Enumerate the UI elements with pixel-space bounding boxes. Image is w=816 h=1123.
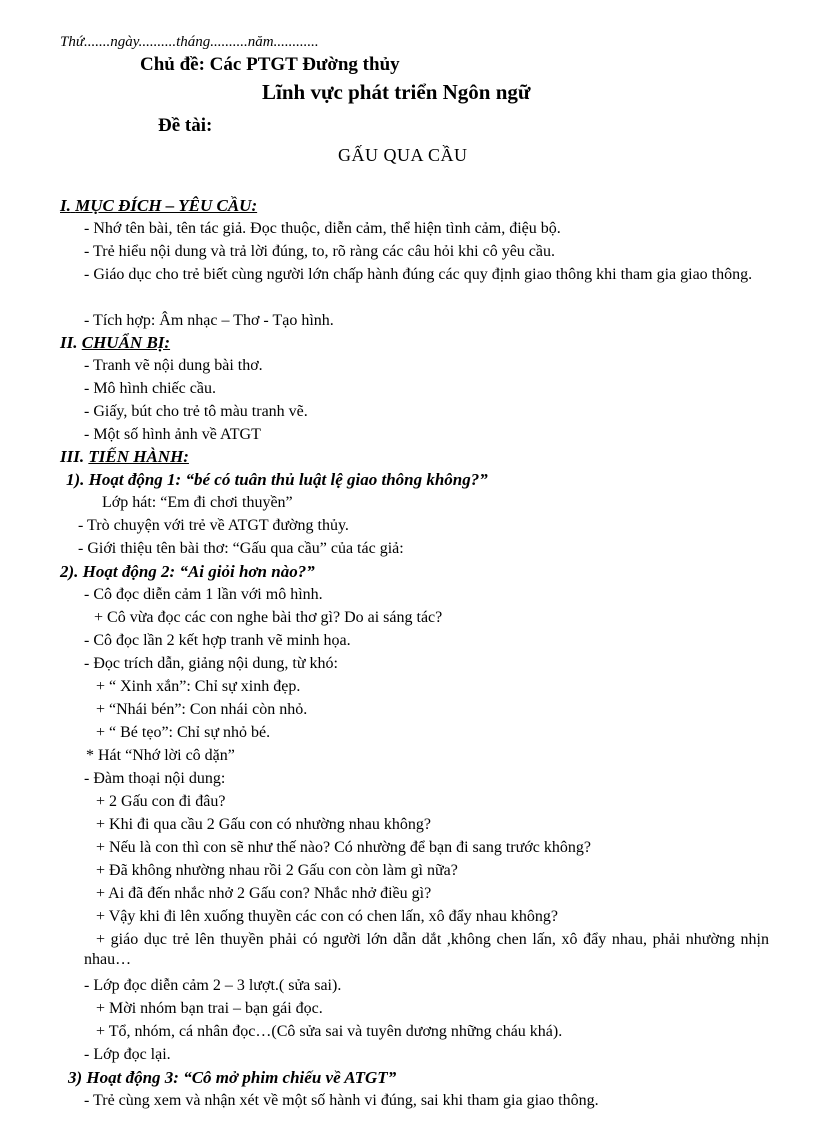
- activity-2-line: + giáo dục trẻ lên thuyền phải có người lớn dẫn dắt ,không chen lấn, xô đẩy nhau, phải nhường nhịn nhau…: [84, 931, 769, 968]
- activity-2-line: + Cô vừa đọc các con nghe bài thơ gì? Do ai sáng tác?: [94, 609, 443, 626]
- activity-2-line: + Mời nhóm bạn trai – bạn gái đọc.: [96, 1000, 323, 1017]
- activity-2-line: + 2 Gấu con đi đâu?: [96, 793, 226, 810]
- section-2-item: - Tranh vẽ nội dung bài thơ.: [84, 357, 263, 374]
- activity-3-line: - Trẻ cùng xem và nhận xét về một số hành vi đúng, sai khi tham gia giao thông.: [84, 1092, 599, 1109]
- section-3-number: III.: [60, 447, 85, 466]
- activity-2-line: - Cô đọc diễn cảm 1 lần với mô hình.: [84, 586, 323, 603]
- section-1-item: - Giáo dục cho trẻ biết cùng người lớn chấp hành đúng các quy định giao thông khi tham gia giao thông.: [84, 266, 753, 283]
- topic-heading: Chủ đề: Các PTGT Đường thủy: [140, 54, 400, 75]
- date-line: Thứ.......ngày..........tháng..........năm............: [60, 34, 319, 50]
- section-2-item: - Một số hình ảnh về ATGT: [84, 426, 261, 443]
- activity-2-line: + Đã không nhường nhau rồi 2 Gấu con còn làm gì nữa?: [96, 862, 458, 879]
- activity-1-line: - Giới thiệu tên bài thơ: “Gấu qua cầu” của tác giả:: [78, 540, 404, 557]
- section-2-title: CHUẨN BỊ:: [81, 333, 171, 352]
- activity-1-line: - Trò chuyện với trẻ về ATGT đường thủy.: [78, 517, 349, 534]
- lesson-title: GẤU QUA CẦU: [338, 145, 468, 165]
- activity-2-line: + “ Bé tẹo”: Chỉ sự nhỏ bé.: [96, 724, 271, 741]
- activity-2-line: + Nếu là con thì con sẽ như thế nào? Có nhường để bạn đi sang trước không?: [96, 839, 591, 856]
- lesson-label: Đề tài:: [158, 115, 213, 136]
- activity-3-title: 3) Hoạt động 3: “Cô mở phim chiếu về ATGT”: [68, 1068, 397, 1087]
- activity-2-line: + Ai đã đến nhắc nhở 2 Gấu con? Nhắc nhở điều gì?: [96, 885, 432, 902]
- activity-2-line: + “ Xinh xắn”: Chỉ sự xinh đẹp.: [96, 678, 301, 695]
- section-2-number: II.: [60, 333, 78, 352]
- activity-2-line: * Hát “Nhớ lời cô dặn”: [86, 747, 235, 764]
- field-heading: Lĩnh vực phát triển Ngôn ngữ: [262, 80, 531, 104]
- activity-2-line: + Khi đi qua cầu 2 Gấu con có nhường nhau không?: [96, 816, 431, 833]
- activity-1-line: Lớp hát: “Em đi chơi thuyền”: [102, 494, 293, 511]
- section-1-item: - Nhớ tên bài, tên tác giả. Đọc thuộc, diễn cảm, thể hiện tình cảm, điệu bộ.: [84, 220, 561, 237]
- section-1-heading: [60, 196, 257, 216]
- section-2-item: - Mô hình chiếc cầu.: [84, 380, 216, 397]
- section-1-title: MỤC ĐÍCH – YÊU CẦU:: [75, 196, 258, 215]
- activity-2-line: - Đàm thoại nội dung:: [84, 770, 226, 787]
- section-1-item: - Trẻ hiểu nội dung và trả lời đúng, to, rõ ràng các câu hỏi khi cô yêu cầu.: [84, 243, 556, 260]
- activity-2-line: - Đọc trích dẫn, giảng nội dung, từ khó:: [84, 655, 338, 672]
- activity-2-line: - Cô đọc lần 2 kết hợp tranh vẽ minh họa.: [84, 632, 351, 649]
- section-2-item: - Giấy, bút cho trẻ tô màu tranh vẽ.: [84, 403, 308, 420]
- activity-1-title: 1). Hoạt động 1: “bé có tuân thủ luật lệ giao thông không?”: [66, 470, 488, 489]
- section-2-heading: [60, 333, 170, 353]
- activity-2-line: + Vậy khi đi lên xuống thuyền các con có chen lấn, xô đẩy nhau không?: [96, 908, 558, 925]
- activity-2-line: + Tổ, nhóm, cá nhân đọc…(Cô sửa sai và tuyên dương những cháu khá).: [96, 1023, 563, 1040]
- activity-2-line: - Lớp đọc lại.: [84, 1046, 171, 1063]
- section-3-title: TIẾN HÀNH:: [88, 447, 189, 466]
- section-1-item: - Tích hợp: Âm nhạc – Thơ - Tạo hình.: [84, 312, 334, 329]
- activity-2-line: + “Nhái bén”: Con nhái còn nhỏ.: [96, 701, 308, 718]
- section-1-number: I.: [60, 196, 71, 215]
- activity-2-line: - Lớp đọc diễn cảm 2 – 3 lượt.( sửa sai).: [84, 977, 342, 994]
- section-3-heading: [60, 447, 189, 467]
- activity-2-title: 2). Hoạt động 2: “Ai giỏi hơn nào?”: [60, 562, 315, 581]
